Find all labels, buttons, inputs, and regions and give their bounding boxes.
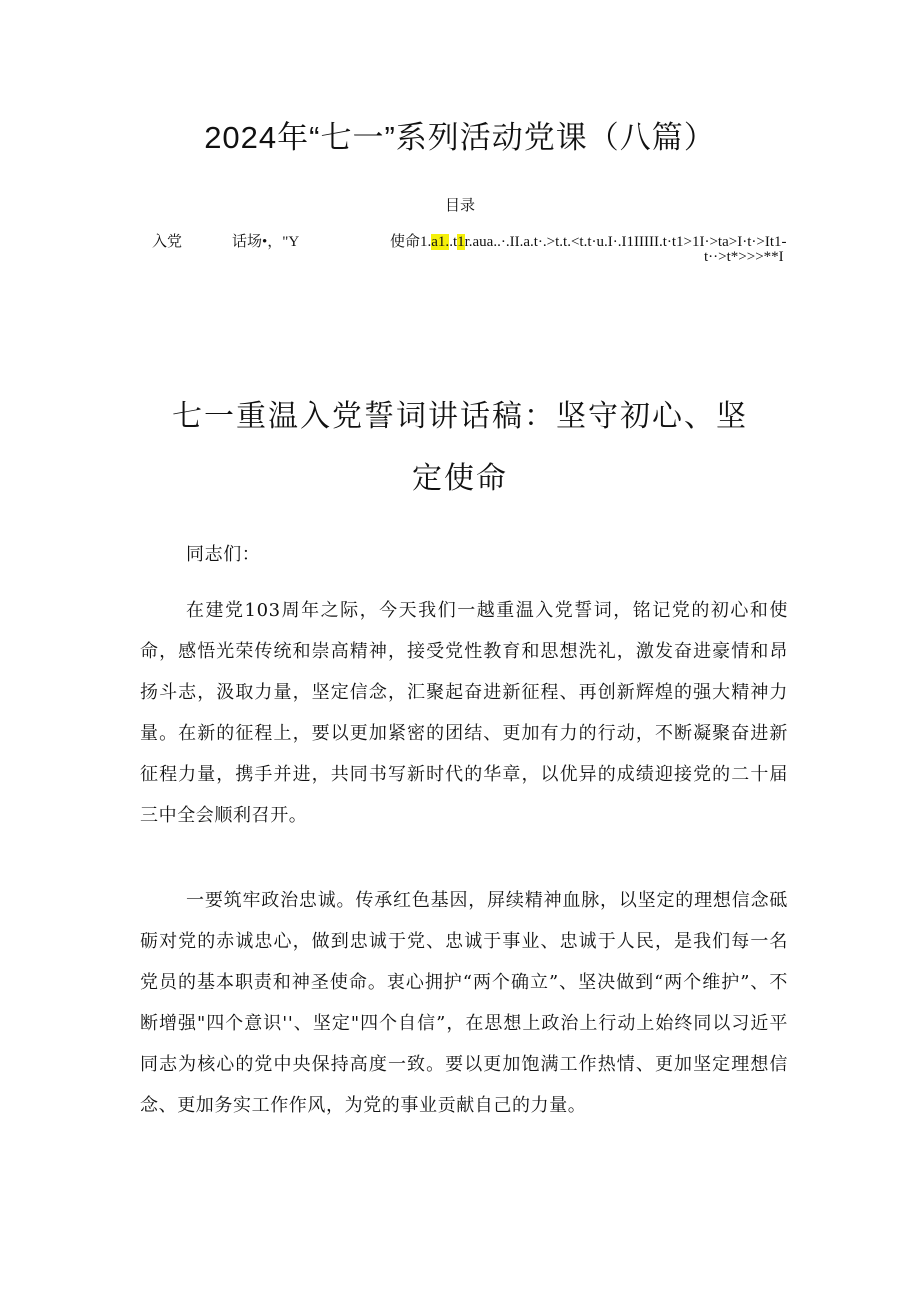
toc-entry-part3-pre: 使命1. bbox=[390, 234, 432, 250]
toc-entry-part1: 入党 bbox=[152, 234, 183, 250]
toc-entry-part2: 话场•，"Y bbox=[232, 234, 300, 250]
section-title-line1: 七一重温入党誓词讲话稿：坚守初心、坚 bbox=[172, 399, 748, 434]
section-title-line2: 定使命 bbox=[412, 461, 508, 496]
salutation: 同志们： bbox=[186, 544, 261, 565]
toc-highlight-2: 1 bbox=[457, 234, 465, 250]
document-title: 2024年“七一”系列活动党课（八篇） bbox=[204, 120, 716, 155]
toc-entry-part3-post: r.aua..·.II.a.t·.>t.t.<t.t·u.I·.I1IIIII.t·t1>1I·>ta>I·t·>It1- bbox=[464, 234, 787, 250]
paragraph-2: 一要筑牢政治忠诚。传承红色基因，屏续精神血脉，以坚定的理想信念砥砺对党的赤诚忠心，做到忠诚于党、忠诚于事业、忠诚于人民，是我们每一名党员的基本职责和神圣使命。衷心拥护“两个确立”、坚决做到“两个维护”、不断增强"四个意识''、坚定"四个自信”，在思想上政治上行动上始终同以习近平同志为核心的党中央保持高度一致。要以更加饱满工作热情、更加坚定理想信念、更加务实工作作风，为党的事业贡献自己的力量。 bbox=[140, 890, 788, 1116]
toc-entry-part3 bbox=[390, 230, 787, 251]
toc-entry-line2: t··>t*>>>**I bbox=[704, 249, 784, 265]
paragraph-1: 在建党103周年之际，今天我们一越重温入党誓词，铭记党的初心和使命，感悟光荣传统和崇高精神，接受党性教育和思想洗礼，激发奋进豪情和昂扬斗志，汲取力量，坚定信念，汇聚起奋进新征程、再创新辉煌的强大精神力量。在新的征程上，要以更加紧密的团结、更加有力的行动，不断凝聚奋进新征程力量，携手并进，共同书写新时代的华章，以优异的成绩迎接党的二十届三中全会顺利召开。 bbox=[140, 600, 788, 826]
toc-entry-part3-mid: .t bbox=[449, 234, 458, 250]
toc-highlight-1: a1. bbox=[431, 234, 450, 250]
toc-heading: 目录 bbox=[444, 196, 475, 214]
section-title bbox=[120, 386, 800, 510]
